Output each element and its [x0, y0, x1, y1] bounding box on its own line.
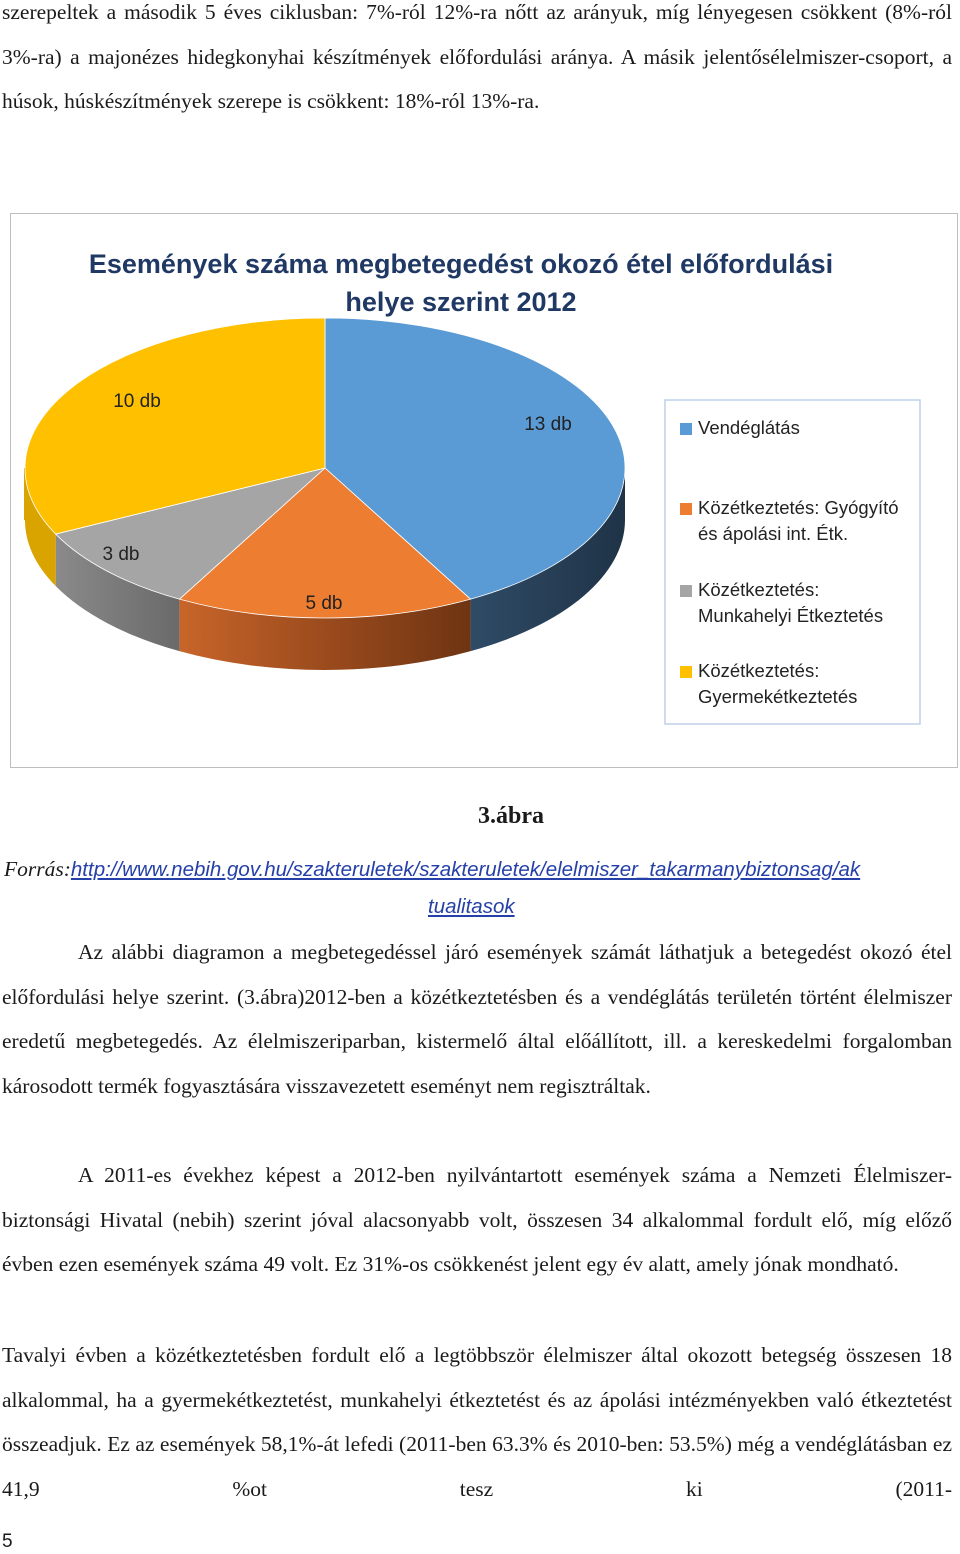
source-label: Forrás:: [4, 857, 71, 881]
chart-title-line-2: helye szerint 2012: [345, 287, 577, 317]
pie-label-0: 13 db: [524, 414, 572, 435]
chart-title-line-1: Események száma megbetegedést okozó étel előfordulási: [88, 249, 834, 279]
legend-label-1-1: és ápolási int. Étk.: [698, 523, 849, 544]
body-paragraph-2: A 2011-es évekhez képest a 2012-ben nyilvántartott események száma a Nemzeti Élelmiszer-biztonsági Hivatal (nebih) szerint jóval alacsonyabb volt, összesen 34 alkalommal fordult elő, míg előző évben ezen események száma 49 volt. Ez 31%-os csökkenést jelent egy év alatt, amely jónak mondható.: [2, 1163, 952, 1277]
intro-paragraph: szerepeltek a második 5 éves ciklusban: 7%-ról 12%-ra nőtt az arányuk, míg lényegesen csökkent (8%-ról 3%-ra) a majonézes hidegkonyhai készítmények előfordulási aránya. A másik jelentősélelmiszer-csoport, a húsok, húskészítmények szerepe is csökkent: 18%-ról 13%-ra.: [2, 0, 952, 114]
body-paragraph-3: Tavalyi évben a közétkeztetésben fordult elő a legtöbbször élelmiszer által okozott betegség összesen 18 alkalommal, ha a gyermekétkeztetést, munkahelyi étkeztetést és az ápolási intézményekben való étkeztetést összeadjuk. Ez az események 58,1%-át lefedi (2011-ben 63.3% és 2010-ben: 53.5%) még a vendéglátásban ez 41,9 %ot tesz ki (2011-: [2, 1343, 952, 1502]
page-number: 5: [2, 1531, 13, 1552]
source-link[interactable]: http://www.nebih.gov.hu/szakteruletek/szakteruletek/elelmiszer_takarmanybiztonsag/ak: [70, 858, 861, 881]
source-link-continuation-wrap: [428, 891, 515, 925]
legend-label-1-0: Közétkeztetés: Gyógyító: [698, 497, 899, 518]
source-link-continuation[interactable]: tualitasok: [428, 895, 515, 918]
pie-label-3: 10 db: [113, 391, 161, 412]
legend-swatch-3: [680, 666, 692, 678]
legend-swatch-1: [680, 503, 692, 515]
pie-label-2: 3 db: [102, 544, 140, 565]
body-paragraph-1: Az alábbi diagramon a megbetegedéssel járó események számát láthatjuk a betegedést okozó étel előfordulási helye szerint. (3.ábra)2012-ben a közétkeztetésben és a vendéglátás területén történt élelmiszer eredetű megbetegedés. Az élelmiszeriparban, kistermelő által előállított, ill. a kereskedelmi forgalomban károsodott termék fogyasztására visszavezetett eseményt nem regisztráltak.: [2, 940, 952, 1099]
chart-title: [89, 249, 833, 317]
chart-frame: [10, 213, 958, 768]
chart-legend: [665, 400, 920, 724]
legend-label-3-1: Gyermekétkeztetés: [698, 686, 858, 707]
source-line: [4, 847, 956, 892]
pie-chart: [11, 214, 956, 766]
legend-label-2-0: Közétkeztetés:: [698, 579, 820, 600]
pie-tops: [25, 318, 625, 618]
legend-label-0-0: Vendéglátás: [698, 417, 800, 438]
legend-swatch-0: [680, 423, 692, 435]
legend-swatch-2: [680, 585, 692, 597]
legend-item-0: [680, 417, 800, 438]
pie-label-1: 5 db: [305, 593, 343, 614]
figure-caption: 3.ábra: [478, 803, 544, 829]
legend-label-3-0: Közétkeztetés:: [698, 660, 820, 681]
legend-label-2-1: Munkahelyi Étkeztetés: [698, 605, 884, 626]
